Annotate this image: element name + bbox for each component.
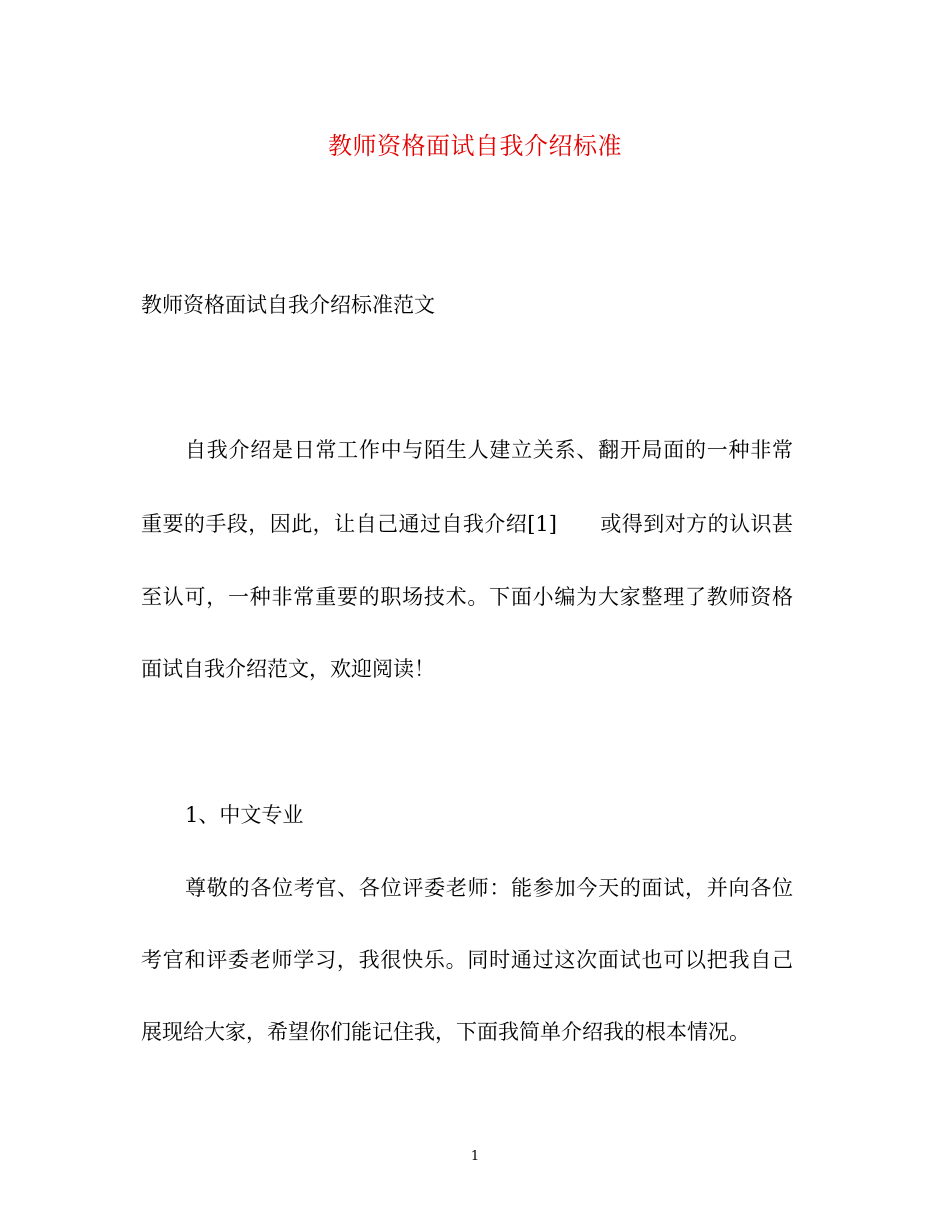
section-heading: 1、中文专业 — [185, 803, 304, 827]
page-number: 1 — [470, 1149, 480, 1164]
intro-line-3: 至认可，一种非常重要的职场技术。下面小编为大家整理了教师资格 — [141, 585, 793, 609]
document-title: 教师资格面试自我介绍标准 — [328, 132, 622, 160]
document-subtitle: 教师资格面试自我介绍标准范文 — [141, 293, 435, 317]
intro-line-4: 面试自我介绍范文，欢迎阅读！ — [141, 657, 435, 681]
section-line-1: 尊敬的各位考官、各位评委老师：能参加今天的面试，并向各位 — [185, 876, 793, 900]
section-line-3: 展现给大家，希望你们能记住我，下面我简单介绍我的根本情况。 — [141, 1020, 750, 1044]
intro-line-2: 重要的手段，因此，让自己通过自我介绍[1] 或得到对方的认识甚 — [141, 512, 793, 536]
intro-line-1: 自我介绍是日常工作中与陌生人建立关系、翻开局面的一种非常 — [185, 438, 793, 462]
section-line-2: 考官和评委老师学习，我很快乐。同时通过这次面试也可以把我自己 — [141, 948, 793, 972]
